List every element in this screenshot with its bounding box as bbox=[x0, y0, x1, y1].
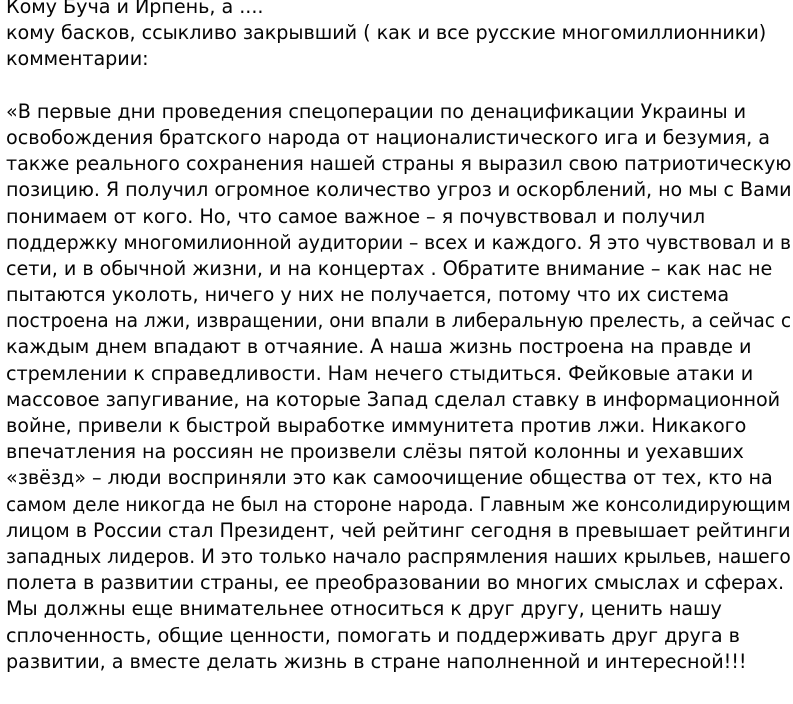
text-line: массовое запугивание, на которые Запад сделал ставку в информационной bbox=[6, 387, 781, 411]
text-line: позицию. Я получил огромное количество угроз и оскорблений, но мы с Вами bbox=[6, 178, 792, 202]
text-line: освобождения братского народа от националистического ига и безумия, а bbox=[6, 125, 770, 149]
text-line: западных лидеров. И это только начало распрямления наших крыльев, нашего bbox=[6, 544, 791, 568]
text-line: поддержку многомилионной аудитории – всех и каждого. Я это чувствовал и в bbox=[6, 230, 791, 254]
text-line: каждым днем впадают в отчаяние. А наша жизнь построена на правде и bbox=[6, 335, 752, 359]
text-line: впечатления на россиян не произвели слёзы пятой колонны и уехавших bbox=[6, 440, 744, 464]
text-line: построена на лжи, извращении, они впали в либеральную прелесть, а сейчас с bbox=[6, 309, 792, 333]
post-text bbox=[6, 0, 791, 675]
text-line: полета в развитии страны, ее преобразовании во многих смыслах и сферах. bbox=[6, 571, 785, 595]
text-line: самом деле никогда не был на стороне народа. Главным же консолидирующим bbox=[6, 492, 791, 516]
text-line: понимаем от кого. Но, что самое важное – я почувствовал и получил bbox=[6, 204, 706, 228]
text-line: сплоченность, общие ценности, помогать и поддерживать друг друга в bbox=[6, 623, 740, 647]
text-line: Кому Буча и Ирпень, а .... bbox=[6, 0, 264, 18]
text-line: стремлении к справедливости. Нам нечего стыдиться. Фейковые атаки и bbox=[6, 361, 754, 385]
text-line: пытаются уколоть, ничего у них не получается, потому что их система bbox=[6, 283, 730, 307]
text-line: также реального сохранения нашей страны я выразил свою патриотическую bbox=[6, 152, 792, 176]
text-line: Мы должны еще внимательнее относиться к друг другу, ценить нашу bbox=[6, 597, 722, 621]
text-line: «В первые дни проведения спецоперации по денацификации Украины и bbox=[6, 99, 747, 123]
text-line: кому басков, ссыкливо закрывший ( как и все русские многомиллионники) bbox=[6, 21, 767, 45]
text-line: войне, привели к быстрой выработке иммунитета против лжи. Никакого bbox=[6, 414, 747, 437]
text-line: лицом в России стал Президент, чей рейтинг сегодня в превышает рейтинги bbox=[6, 518, 791, 542]
paragraph-spacer bbox=[6, 73, 791, 99]
text-line: комментарии: bbox=[6, 47, 149, 71]
post-quote bbox=[6, 99, 791, 675]
text-line: «звёзд» – люди восприняли это как самоочищение общества от тех, кто на bbox=[6, 466, 773, 490]
text-line: сети, и в обычной жизни, и на концертах . Обратите внимание – как нас не bbox=[6, 256, 773, 280]
post-intro bbox=[6, 0, 791, 73]
text-line: развитии, а вместе делать жизнь в стране наполненной и интересной!!! bbox=[6, 649, 747, 673]
